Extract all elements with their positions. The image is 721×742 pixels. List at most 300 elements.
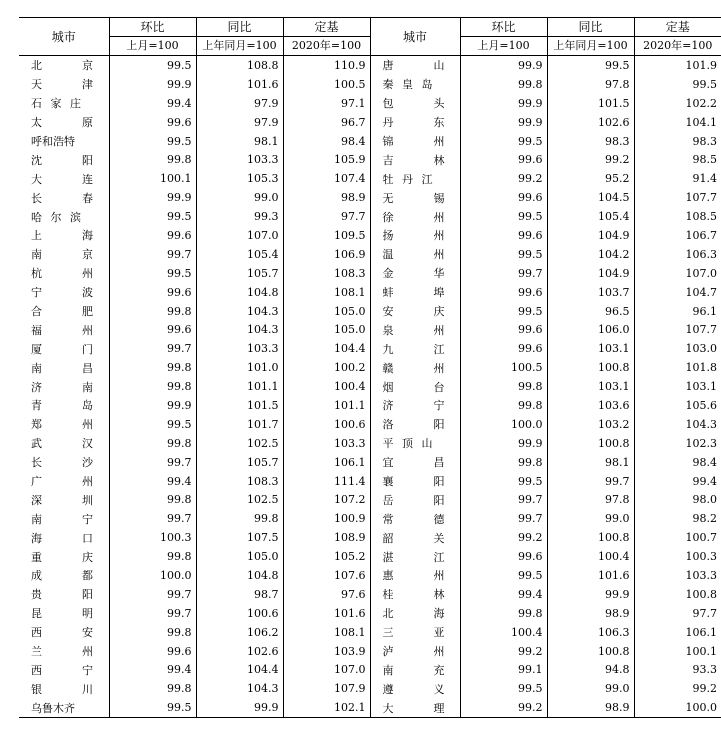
city-name: [383, 681, 445, 697]
table-row: [19, 434, 721, 453]
mom-cell-left: 99.9: [109, 396, 196, 415]
city-char: 州: [433, 361, 445, 375]
city-char: 广: [31, 475, 42, 489]
city-char: 桂: [382, 588, 394, 602]
city-name: [31, 303, 93, 319]
city-char: 东: [433, 116, 445, 130]
city-char: 长: [31, 191, 42, 205]
table-row: [19, 490, 721, 509]
mom-cell-right: 100.0: [460, 415, 547, 434]
yoy-cell-right: 104.2: [547, 245, 634, 264]
city-name: [383, 265, 445, 281]
yoy-cell-left: 99.8: [196, 509, 283, 528]
table-row: [19, 528, 721, 547]
city-char: 武: [31, 437, 42, 451]
city-cell-left: [19, 150, 109, 169]
fixed-cell-left: 100.4: [283, 377, 370, 396]
city-char: 常: [382, 512, 394, 526]
city-cell-left: [19, 113, 109, 132]
header-row-1: [19, 18, 721, 37]
fixed-cell-left: 108.1: [283, 283, 370, 302]
yoy-cell-right: 98.9: [547, 698, 634, 717]
mom-cell-left: 99.8: [109, 547, 196, 566]
table-row: [19, 94, 721, 113]
fixed-cell-right: 98.4: [692, 455, 717, 469]
city-char: 关: [433, 531, 445, 545]
fixed-cell-left: 108.1: [283, 623, 370, 642]
mom-cell-right: 99.2: [460, 698, 547, 717]
city-name: [31, 473, 93, 489]
fixed-cell-right: 104.1: [685, 115, 717, 129]
fixed-cell-right: 93.3: [692, 663, 717, 677]
city-name: [383, 511, 445, 527]
city-name: [383, 624, 445, 640]
city-name: [31, 624, 93, 640]
table-row: [19, 339, 721, 358]
city-cell-left: [19, 264, 109, 283]
city-char: 州: [82, 323, 93, 337]
city-cell-right: [370, 264, 460, 283]
city-name: [383, 95, 445, 111]
city-char: 济: [382, 399, 394, 413]
yoy-cell-left: 107.5: [196, 528, 283, 547]
fixed-cell-left: 97.1: [283, 94, 370, 113]
city-char: 成: [31, 569, 42, 583]
city-char: 圳: [82, 493, 93, 507]
city-char: 厦: [31, 342, 42, 356]
city-char: 西: [31, 663, 42, 677]
city-cell-right: [370, 585, 460, 604]
city-cell-left: [19, 585, 109, 604]
mom-cell-right: 99.7: [460, 490, 547, 509]
city-name: [31, 492, 93, 508]
fixed-cell-left: 108.3: [283, 264, 370, 283]
city-char: 江: [433, 342, 445, 356]
city-char: 南: [382, 663, 394, 677]
city-char: 肥: [82, 305, 93, 319]
city-cell-left: [19, 566, 109, 585]
city-char: 徐: [382, 210, 394, 224]
yoy-cell-left: 101.1: [196, 377, 283, 396]
city-char: 阳: [82, 588, 93, 602]
city-char: 州: [82, 475, 93, 489]
yoy-base-right: 上年同月=100: [547, 37, 634, 56]
city-name: [31, 643, 93, 659]
city-char: 南: [82, 380, 93, 394]
yoy-cell-right: 100.8: [547, 358, 634, 377]
city-name: [383, 605, 445, 621]
fixed-cell-left: 109.5: [283, 226, 370, 245]
city-char: 太: [31, 116, 42, 130]
yoy-cell-left: 104.3: [196, 302, 283, 321]
city-cell-left: [19, 698, 109, 717]
city-char: 安: [82, 626, 93, 640]
fixed-cell-right: 106.1: [685, 625, 717, 639]
city-cell-right: [370, 642, 460, 661]
mom-cell-right: 99.6: [460, 150, 547, 169]
city-char: 惠: [382, 569, 394, 583]
city-cell-left: [19, 679, 109, 698]
yoy-cell-right: 104.9: [547, 226, 634, 245]
fixed-cell-left: 101.6: [283, 604, 370, 623]
yoy-cell-left: 105.0: [196, 547, 283, 566]
mom-cell-left: 99.4: [109, 94, 196, 113]
mom-cell-right: 99.1: [460, 661, 547, 680]
city-char: 连: [82, 172, 93, 186]
city-cell-left: [19, 56, 109, 75]
city-char: 烟: [382, 380, 394, 394]
city-char: 山: [421, 437, 433, 451]
city-cell-left: [19, 207, 109, 226]
city-cell-right: [370, 339, 460, 358]
mom-cell-right: 99.8: [460, 453, 547, 472]
mom-cell-left: 99.4: [109, 472, 196, 491]
table-row: [19, 585, 721, 604]
fixed-cell-right: 100.8: [685, 587, 717, 601]
city-name: [383, 379, 445, 395]
table-row: [19, 132, 721, 151]
city-cell-left: [19, 396, 109, 415]
city-cell-left: [19, 415, 109, 434]
yoy-cell-right: 104.5: [547, 188, 634, 207]
yoy-cell-left: 102.5: [196, 490, 283, 509]
city-cell-right: [370, 415, 460, 434]
yoy-cell-right: 97.8: [547, 490, 634, 509]
city-char: 都: [82, 569, 93, 583]
table-row: [19, 453, 721, 472]
city-name: [383, 700, 445, 716]
fixed-cell-right: 96.1: [692, 304, 717, 318]
city-char: 州: [82, 645, 93, 659]
yoy-cell-right: 99.2: [547, 150, 634, 169]
fixed-cell-right: 100.3: [685, 550, 717, 564]
city-char: 郑: [31, 418, 42, 432]
city-char: 北: [31, 59, 42, 73]
city-char: 德: [433, 512, 445, 526]
city-name: [31, 171, 93, 187]
table-row: [19, 377, 721, 396]
city-name: [383, 227, 445, 243]
city-char: 川: [82, 682, 93, 696]
city-name: [31, 209, 81, 225]
city-char: 济: [31, 380, 42, 394]
city-char: 顶: [402, 437, 413, 451]
yoy-cell-right: 99.5: [547, 56, 634, 75]
fixed-cell-right: 100.7: [685, 531, 717, 545]
fixed-cell-right: 107.7: [685, 323, 717, 337]
yoy-cell-right: 99.0: [547, 509, 634, 528]
city-char: 北: [382, 607, 394, 621]
fixed-cell-right: 104.3: [685, 417, 717, 431]
city-char: 大: [382, 701, 394, 715]
yoy-cell-right: 103.7: [547, 283, 634, 302]
city-char: 明: [82, 607, 93, 621]
city-name: [31, 605, 93, 621]
city-char: 庆: [433, 305, 445, 319]
city-name: 乌鲁木齐: [31, 701, 75, 715]
city-char: 波: [82, 286, 93, 300]
city-char: 九: [382, 342, 394, 356]
yoy-cell-left: 104.4: [196, 661, 283, 680]
table-row: [19, 566, 721, 585]
city-char: 阳: [82, 153, 93, 167]
yoy-cell-right: 98.1: [547, 453, 634, 472]
city-char: 上: [31, 229, 42, 243]
city-cell-right: [370, 56, 460, 75]
yoy-cell-left: 99.9: [196, 698, 283, 717]
fixed-cell-left: 103.3: [283, 434, 370, 453]
city-char: 昆: [31, 607, 42, 621]
city-name: [31, 284, 93, 300]
city-cell-left: [19, 320, 109, 339]
table-row: [19, 245, 721, 264]
yoy-cell-left: 102.6: [196, 642, 283, 661]
city-char: 阳: [433, 493, 445, 507]
city-cell-right: [370, 490, 460, 509]
city-name: [31, 511, 93, 527]
fixed-cell-right: 97.7: [692, 606, 717, 620]
city-char: 庆: [82, 550, 93, 564]
city-char: 滨: [70, 210, 81, 224]
city-char: 宁: [31, 286, 42, 300]
city-char: 赣: [382, 361, 394, 375]
fixed-cell-left: 98.4: [283, 132, 370, 151]
mom-cell-right: 99.6: [460, 226, 547, 245]
city-char: 温: [382, 248, 394, 262]
yoy-cell-left: 103.3: [196, 150, 283, 169]
city-name: [31, 114, 93, 130]
city-char: 扬: [382, 229, 394, 243]
table-row: [19, 226, 721, 245]
fixed-cell-left: 106.9: [283, 245, 370, 264]
city-cell-right: [370, 94, 460, 113]
fixed-cell-left: 107.4: [283, 169, 370, 188]
city-char: 襄: [382, 475, 394, 489]
city-cell-left: [19, 453, 109, 472]
fixed-cell-left: 100.6: [283, 415, 370, 434]
mom-cell-right: 100.5: [460, 358, 547, 377]
city-name: [383, 360, 445, 376]
mom-cell-right: 99.5: [460, 132, 547, 151]
city-char: 遵: [382, 682, 394, 696]
mom-cell-left: 99.8: [109, 377, 196, 396]
yoy-cell-left: 106.2: [196, 623, 283, 642]
fixed-cell-right: 98.3: [692, 134, 717, 148]
city-name: [31, 360, 93, 376]
city-char: 包: [382, 97, 394, 111]
city-cell-right: [370, 623, 460, 642]
yoy-cell-left: 104.3: [196, 320, 283, 339]
city-char: 福: [31, 323, 42, 337]
yoy-cell-right: 100.8: [547, 434, 634, 453]
table-row: [19, 623, 721, 642]
yoy-cell-left: 100.6: [196, 604, 283, 623]
yoy-cell-left: 104.8: [196, 566, 283, 585]
table-row: [19, 509, 721, 528]
mom-cell-right: 99.8: [460, 604, 547, 623]
city-char: 阳: [433, 475, 445, 489]
mom-cell-left: 99.8: [109, 150, 196, 169]
city-char: 宜: [382, 456, 394, 470]
mom-base-left: 上月=100: [109, 37, 196, 56]
city-char: 江: [421, 172, 433, 186]
city-char: 口: [82, 531, 93, 545]
fixed-cell-left: 102.1: [283, 698, 370, 717]
yoy-base-left: 上年同月=100: [196, 37, 283, 56]
mom-cell-left: 99.8: [109, 358, 196, 377]
mom-cell-right: 99.7: [460, 509, 547, 528]
city-name: [383, 190, 445, 206]
mom-cell-left: 99.7: [109, 509, 196, 528]
mom-header-left: 环比: [109, 18, 196, 37]
yoy-cell-left: 108.8: [196, 56, 283, 75]
yoy-cell-right: 98.9: [547, 604, 634, 623]
mom-cell-left: 99.5: [109, 207, 196, 226]
yoy-cell-left: 97.9: [196, 113, 283, 132]
yoy-cell-right: 94.8: [547, 661, 634, 680]
mom-cell-right: 99.8: [460, 396, 547, 415]
city-cell-left: [19, 169, 109, 188]
yoy-cell-right: 100.4: [547, 547, 634, 566]
city-char: 岳: [382, 493, 394, 507]
fixed-cell-right: 104.7: [685, 285, 717, 299]
fixed-cell-right: 102.2: [685, 96, 717, 110]
yoy-cell-right: 101.6: [547, 566, 634, 585]
city-char: 吉: [382, 153, 394, 167]
fixed-cell-right: 105.6: [685, 398, 717, 412]
city-name: [383, 492, 445, 508]
city-name: [383, 530, 445, 546]
fixed-cell-right: 98.2: [692, 512, 717, 526]
city-cell-right: [370, 679, 460, 698]
mom-cell-left: 100.3: [109, 528, 196, 547]
city-cell-right: [370, 226, 460, 245]
city-name: [31, 397, 93, 413]
city-char: 春: [82, 191, 93, 205]
mom-cell-left: 99.7: [109, 604, 196, 623]
city-char: 沈: [31, 153, 42, 167]
city-name: [31, 530, 93, 546]
yoy-cell-left: 103.3: [196, 339, 283, 358]
fixed-header-left: 定基: [283, 18, 370, 37]
table-row: [19, 283, 721, 302]
city-char: 锡: [433, 191, 445, 205]
city-name: [31, 190, 93, 206]
fixed-cell-left: 98.9: [283, 188, 370, 207]
yoy-cell-left: 97.9: [196, 94, 283, 113]
fixed-cell-right: 106.7: [685, 228, 717, 242]
fixed-cell-right: 103.1: [685, 380, 717, 394]
city-name: [383, 114, 445, 130]
table-row: [19, 679, 721, 698]
city-cell-right: [370, 396, 460, 415]
city-name: [383, 662, 445, 678]
mom-cell-left: 99.9: [109, 188, 196, 207]
city-cell-right: [370, 169, 460, 188]
fixed-cell-right: 102.3: [685, 436, 717, 450]
city-char: 秦: [382, 78, 394, 92]
fixed-cell-left: 107.2: [283, 490, 370, 509]
city-name: [31, 76, 93, 92]
mom-cell-left: 99.7: [109, 585, 196, 604]
table-row: [19, 207, 721, 226]
fixed-cell-right: 99.5: [692, 77, 717, 91]
city-char: 京: [82, 248, 93, 262]
city-name: [383, 416, 445, 432]
fixed-cell-left: 107.9: [283, 679, 370, 698]
mom-cell-right: 100.4: [460, 623, 547, 642]
city-char: 州: [433, 645, 445, 659]
city-char: 杭: [31, 267, 42, 281]
city-cell-left: [19, 547, 109, 566]
yoy-cell-right: 104.9: [547, 264, 634, 283]
mom-cell-right: 99.7: [460, 264, 547, 283]
city-cell-right: [370, 509, 460, 528]
city-char: 韶: [382, 531, 394, 545]
mom-cell-right: 99.2: [460, 642, 547, 661]
city-char: 阳: [433, 418, 445, 432]
mom-cell-right: 99.9: [460, 56, 547, 75]
city-char: 重: [31, 550, 42, 564]
city-name: [383, 171, 433, 187]
city-name: [31, 152, 93, 168]
city-cell-right: [370, 566, 460, 585]
city-name: [383, 473, 445, 489]
yoy-header-right: 同比: [547, 18, 634, 37]
table-body: [19, 56, 721, 718]
city-cell-right: [370, 472, 460, 491]
yoy-cell-left: 105.7: [196, 453, 283, 472]
mom-cell-right: 99.8: [460, 377, 547, 396]
city-char: 江: [433, 550, 445, 564]
city-name: [383, 567, 445, 583]
yoy-cell-right: 99.9: [547, 585, 634, 604]
city-name: [31, 454, 93, 470]
city-char: 京: [82, 59, 93, 73]
yoy-cell-left: 105.4: [196, 245, 283, 264]
city-char: 门: [82, 342, 93, 356]
city-char: 皇: [402, 78, 413, 92]
fixed-cell-right: 98.5: [692, 153, 717, 167]
fixed-cell-left: 108.9: [283, 528, 370, 547]
yoy-cell-right: 97.8: [547, 75, 634, 94]
city-name: [31, 57, 93, 73]
city-cell-left: [19, 94, 109, 113]
city-name: [31, 567, 93, 583]
mom-cell-left: 99.5: [109, 56, 196, 75]
fixed-cell-right: 101.9: [685, 58, 717, 72]
yoy-cell-left: 101.7: [196, 415, 283, 434]
mom-cell-left: 99.5: [109, 264, 196, 283]
city-cell-right: [370, 245, 460, 264]
city-name: [31, 265, 93, 281]
mom-base-right: 上月=100: [460, 37, 547, 56]
city-char: 台: [433, 380, 445, 394]
city-cell-left: [19, 358, 109, 377]
city-name: 呼和浩特: [31, 135, 75, 148]
city-char: 津: [82, 78, 93, 92]
mom-header-right: 环比: [460, 18, 547, 37]
mom-cell-left: 99.6: [109, 113, 196, 132]
mom-cell-right: 99.8: [460, 75, 547, 94]
yoy-cell-left: 105.7: [196, 264, 283, 283]
table-row: [19, 698, 721, 717]
mom-cell-left: 99.6: [109, 226, 196, 245]
city-char: 石: [31, 97, 42, 111]
yoy-cell-right: 95.2: [547, 169, 634, 188]
fixed-base-right: 2020年=100: [634, 37, 721, 56]
fixed-cell-left: 101.1: [283, 396, 370, 415]
